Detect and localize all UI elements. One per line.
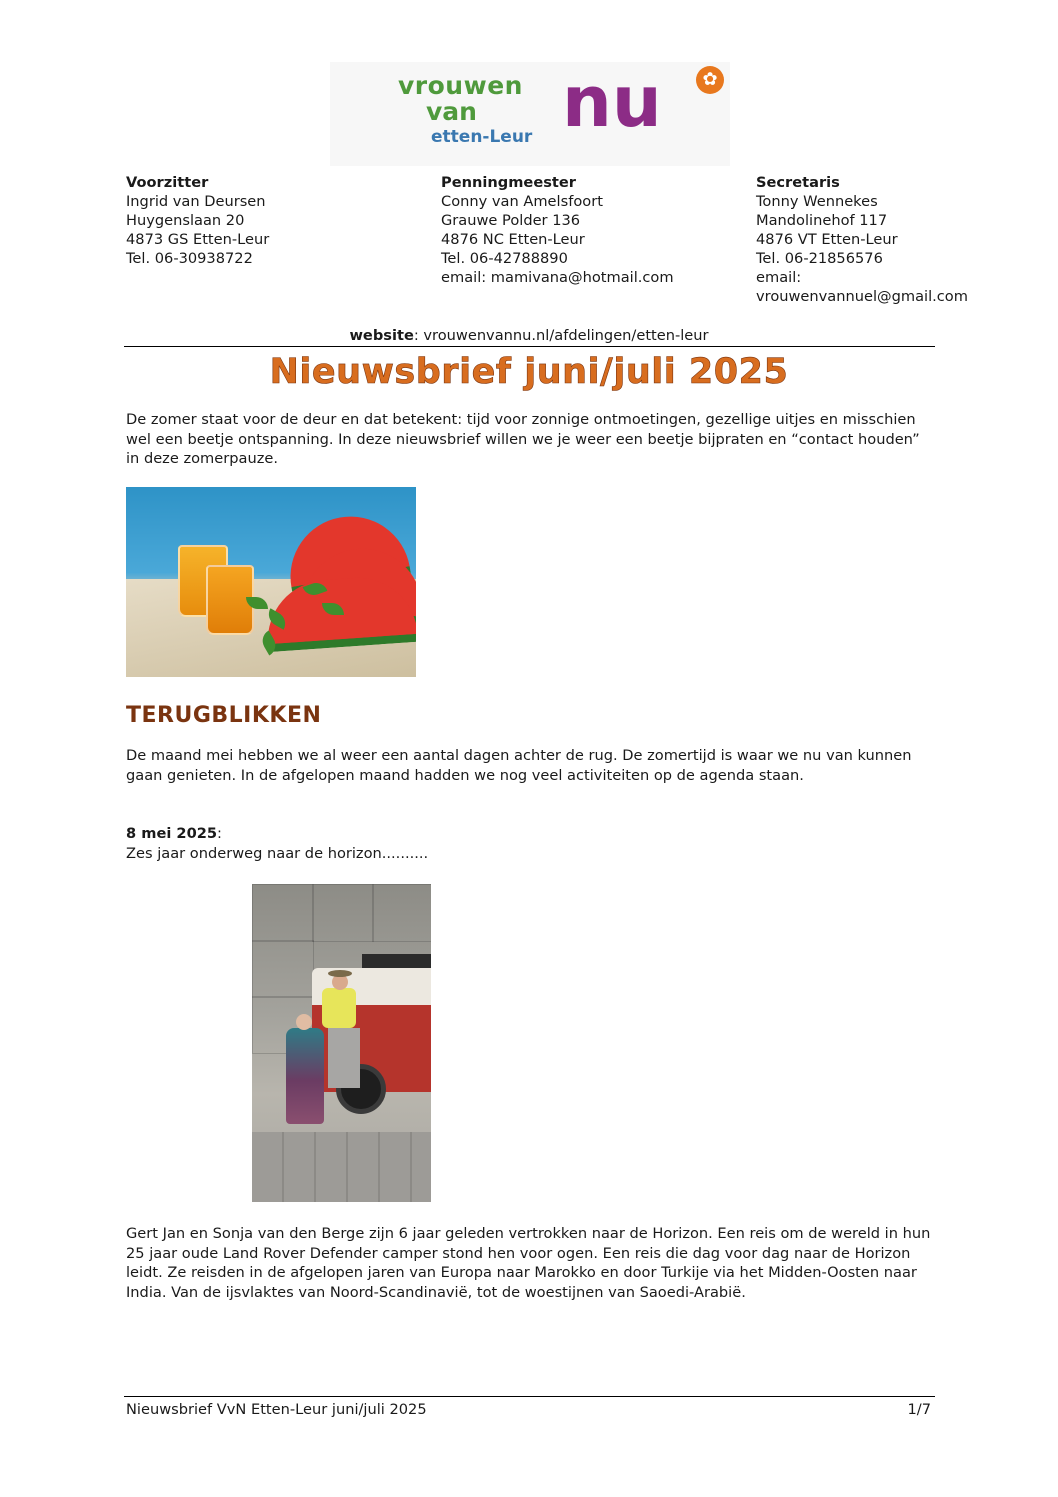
logo-word-van: van bbox=[426, 97, 477, 126]
contact-voorzitter bbox=[126, 173, 366, 268]
logo-word-nu: nu bbox=[562, 61, 662, 143]
logo-word-etten-leur: etten-Leur bbox=[431, 127, 533, 147]
summer-drinks-watermelon-photo bbox=[126, 487, 416, 677]
contact-name: Conny van Amelsfoort bbox=[441, 193, 603, 210]
contact-name: Tonny Wennekes bbox=[756, 193, 878, 210]
contact-address: Mandolinehof 117 bbox=[756, 212, 888, 229]
contact-email-label: email: bbox=[756, 269, 802, 286]
newsletter-title: Nieuwsbrief juni/juli 2025 bbox=[269, 352, 789, 392]
event-description-paragraph: Gert Jan en Sonja van den Berge zijn 6 jaar geleden vertrokken naar de Horizon. Een reis om de wereld in hun 25 jaar oude Land Rover Defender camper stond hen voor ogen. Een reis die dag voor dag naar de Horizon leidt. Ze reisden in de afgelopen jaren van Europa naar Marokko en door Turkije via het Midden-Oosten naar India. Van de ijsvlaktes van Noord-Scandinavië, tot de woestijnen van Saoedi-Arabië. bbox=[126, 1225, 931, 1301]
contact-penningmeester bbox=[441, 173, 681, 287]
contact-phone: Tel. 06-30938722 bbox=[126, 250, 253, 267]
website-line bbox=[0, 326, 1058, 346]
page-number: 1/7 bbox=[907, 1401, 931, 1418]
contact-role: Voorzitter bbox=[126, 174, 209, 191]
contact-city: 4876 NC Etten-Leur bbox=[441, 231, 585, 248]
flower-icon: ✿ bbox=[696, 66, 724, 94]
contact-role: Secretaris bbox=[756, 174, 840, 191]
website-separator: : bbox=[413, 327, 419, 344]
event-date bbox=[126, 824, 222, 844]
footer-divider bbox=[124, 1396, 935, 1397]
contact-address: Huygenslaan 20 bbox=[126, 212, 245, 229]
event-subtitle: Zes jaar onderweg naar de horizon.......... bbox=[126, 845, 429, 862]
contact-address: Grauwe Polder 136 bbox=[441, 212, 581, 229]
contact-city: 4873 GS Etten-Leur bbox=[126, 231, 270, 248]
logo-word-vrouwen: vrouwen bbox=[398, 71, 523, 100]
contact-phone: Tel. 06-42788890 bbox=[441, 250, 568, 267]
contact-city: 4876 VT Etten-Leur bbox=[756, 231, 898, 248]
header-divider bbox=[124, 346, 935, 347]
event-date-text: 8 mei 2025 bbox=[126, 825, 218, 842]
contact-email[interactable]: vrouwenvannuel@gmail.com bbox=[756, 288, 968, 305]
intro-paragraph: De zomer staat voor de deur en dat betekent: tijd voor zonnige ontmoetingen, gezellige uitjes en misschien wel een beetje ontspanning. In deze nieuwsbrief willen we je weer een beetje bijpraten en “contact houden” in deze zomerpauze. bbox=[126, 411, 920, 467]
vrouwen-van-nu-logo bbox=[330, 62, 730, 166]
contact-secretaris bbox=[756, 173, 996, 306]
contact-email[interactable]: email: mamivana@hotmail.com bbox=[441, 269, 674, 286]
website-link[interactable]: vrouwenvannu.nl/afdelingen/etten-leur bbox=[418, 327, 709, 344]
section-heading-terugblikken: TERUGBLIKKEN bbox=[126, 703, 322, 728]
event-date-colon: : bbox=[217, 825, 222, 842]
website-label: website bbox=[349, 327, 414, 344]
contact-role: Penningmeester bbox=[441, 174, 576, 191]
travelers-land-rover-photo bbox=[252, 884, 431, 1202]
contact-name: Ingrid van Deursen bbox=[126, 193, 266, 210]
footer-title: Nieuwsbrief VvN Etten-Leur juni/juli 2025 bbox=[126, 1401, 427, 1418]
section-intro-paragraph: De maand mei hebben we al weer een aantal dagen achter de rug. De zomertijd is waar we nu van kunnen gaan genieten. In de afgelopen maand hadden we nog veel activiteiten op de agenda staan. bbox=[126, 747, 912, 784]
contact-phone: Tel. 06-21856576 bbox=[756, 250, 883, 267]
